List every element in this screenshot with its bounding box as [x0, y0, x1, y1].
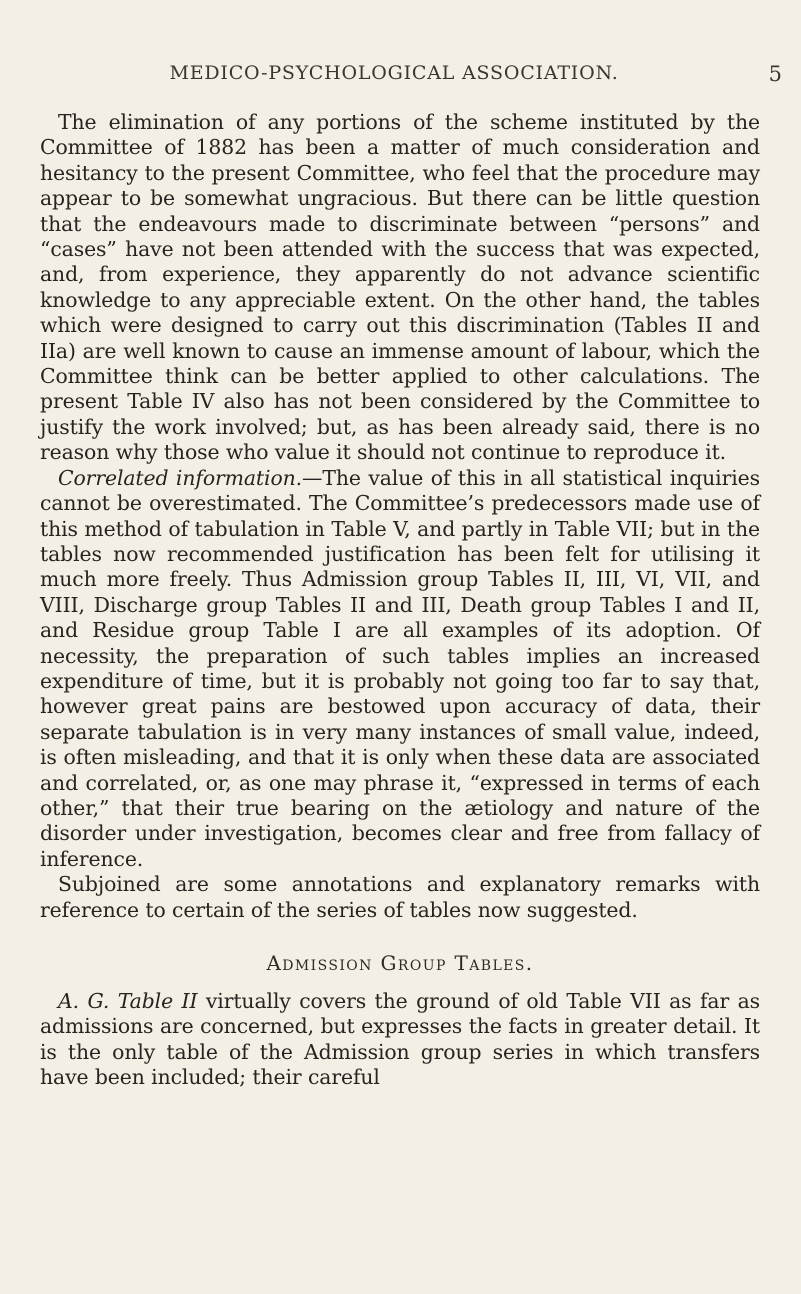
- page-number: 5: [768, 62, 782, 86]
- section-heading-admission: Admission Group Tables.: [266, 951, 534, 975]
- running-header: [40, 62, 788, 92]
- body-text: [40, 110, 760, 1091]
- admission-table-body: virtually covers the ground of old Table VII as far as admissions are concerned, but expresses the facts in greater detail. It is the only table of the Admission group series in which transfers have been included; their careful: [40, 989, 760, 1090]
- paragraph-correlated-information: [40, 466, 760, 873]
- paragraph-annotations: Subjoined are some annotations and explanatory remarks with reference to certain of the series of tables now suggested.: [40, 872, 760, 922]
- admission-table-reference: A. G. Table II: [58, 989, 198, 1013]
- paragraph-admission-table-ii: [40, 989, 760, 1091]
- correlated-information-heading: Correlated information.: [58, 465, 303, 490]
- correlated-information-body: —The value of this in all statistical inquiries cannot be overestimated. The Committee’s predecessors made use of this method of tabulation in Table V, and partly in Table VII; but in the tables now recommended justification has been felt for utilising it much more freely. Thus Admission group Tables II, III, VI, VII, and VIII, Discharge group Tables II and III, Death group Tables I and II, and Residue group Table I are all examples of its adoption. Of necessity, the preparation of such tables implies an increased expenditure of time, but it is probably not going too far to say that, however great pains are bestowed upon accuracy of data, their separate tabulation is in very many instances of small value, indeed, is often misleading, and that it is only when these data are associated and correlated, or, as one may phrase it, “expressed in terms of each other,” that their true bearing on the ætiology and nature of the disorder under investigation, becomes clear and free from fallacy of inference.: [40, 465, 761, 871]
- running-title: MEDICO-PSYCHOLOGICAL ASSOCIATION.: [169, 62, 619, 84]
- paragraph-elimination: The elimination of any portions of the scheme instituted by the Committee of 1882 has been a matter of much consideration and hesitancy to the present Committee, who feel that the procedure may appear to be somewhat ungracious. But there can be little question that the endeavours made to discriminate between “persons” and “cases” have not been attended with the success that was expected, and, from experience, they apparently do not advance scientific knowledge to any appreciable extent. On the other hand, the tables which were designed to carry out this discrimination (Tables II and IIa) are well known to cause an immense amount of labour, which the Committee think can be better applied to other calculations. The present Table IV also has not been considered by the Committee to justify the work involved; but, as has been already said, there is no reason why those who value it should not continue to reproduce it.: [40, 110, 760, 465]
